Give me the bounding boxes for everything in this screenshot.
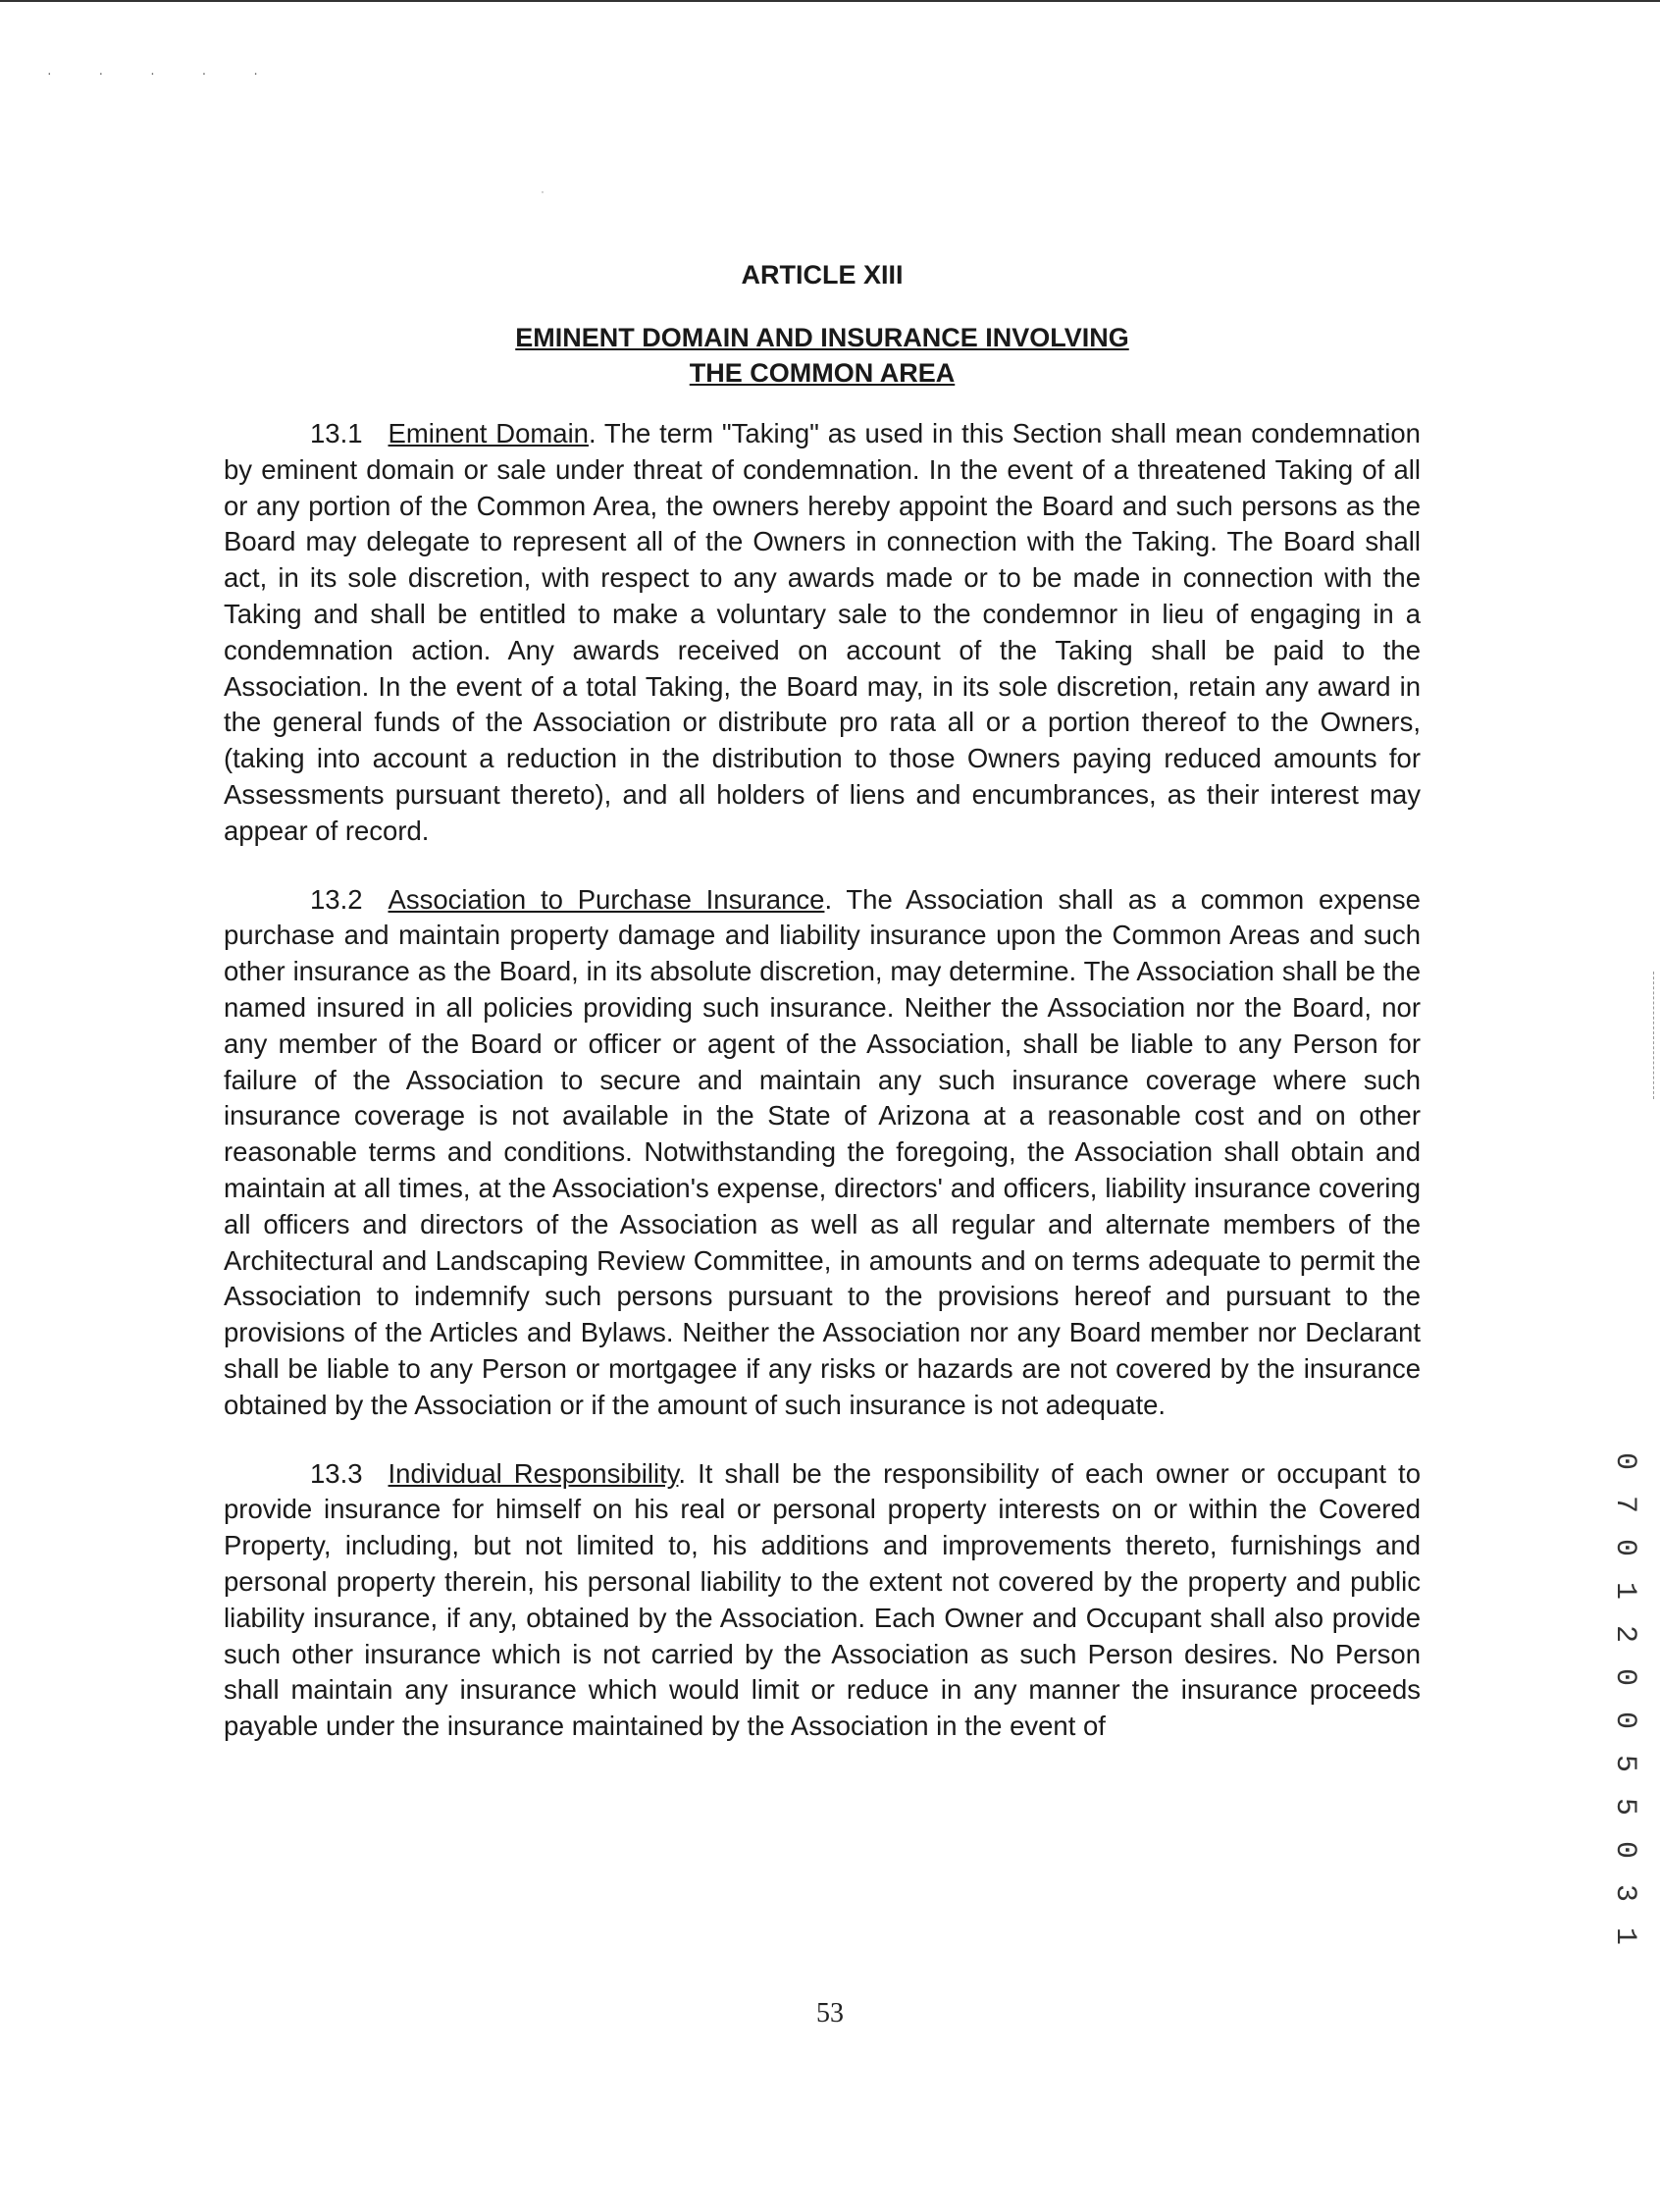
document-body [224, 257, 1421, 1777]
section-number: 13.1 [310, 418, 363, 448]
section-13-3 [224, 1456, 1421, 1745]
article-title-line-2: THE COMMON AREA [689, 358, 956, 388]
recording-stamp-text: 0 7 0 1 2 0 0 5 5 0 3 1 [1608, 1451, 1641, 1950]
scan-specks: · · · · · [47, 65, 280, 80]
section-title: Eminent Domain [388, 418, 589, 448]
section-title: Association to Purchase Insurance [388, 883, 825, 915]
article-heading: ARTICLE XIII [741, 260, 904, 290]
top-scan-rule [0, 0, 1660, 2]
section-number: 13.3 [310, 1457, 363, 1489]
scan-edge-marks [1653, 972, 1656, 1099]
section-13-1 [224, 416, 1421, 850]
recording-stamp [1605, 1451, 1644, 1950]
section-body: . The term "Taking" as used in this Section shall mean condemnation by eminent domain or sale under threat of condemnation. In the event of a threatened Taking of all or any portion of the Common Area, the owners hereby appoint the Board and such persons as the Board may delegate to represent all of the Owners in connection with the Taking. The Board shall act, in its sole discretion, with respect to any awards made or to be made in connection with the Taking and shall be entitled to make a voluntary sale to the condemnor in lieu of engaging in a condemnation action. Any awards received on account of the Taking shall be paid to the Association. In the event of a total Taking, the Board may, in its sole discretion, retain any award in the general funds of the Association or distribute pro rata all or a portion thereof to the Owners, (taking into account a reduction in the distribution to those Owners paying reduced amounts for Assessments pursuant thereto), and all holders of liens and encumbrances, as their interest may appear of record. [224, 418, 1421, 846]
section-13-2 [224, 882, 1421, 1424]
article-title-line-1: EMINENT DOMAIN AND INSURANCE INVOLVING [515, 323, 1129, 352]
section-body: . The Association shall as a common expense purchase and maintain property damage and liability insurance upon the Common Areas and such other insurance as the Board, in its absolute discretion, may determine. The Association shall be the named insured in all policies providing such insurance. Neither the Association nor the Board, nor any member of the Board or officer or agent of the Association, shall be liable to any Person for failure of the Association to secure and maintain any such insurance coverage where such insurance coverage is not available in the State of Arizona at a reasonable cost and on other reasonable terms and conditions. Notwithstanding the foregoing, the Association shall obtain and maintain at all times, at the Association's expense, directors' and officers, liability insurance covering all officers and directors of the Association as well as all regular and alternate members of the Architectural and Landscaping Review Committee, in amounts and on terms adequate to permit the Association to indemnify such persons pursuant to the provisions hereof and pursuant to the provisions of the Articles and Bylaws. Neither the Association nor any Board member nor Declarant shall be liable to any Person or mortgagee if any risks or hazards are not covered by the insurance obtained by the Association or if the amount of such insurance is not adequate. [224, 883, 1421, 1420]
section-body: . It shall be the responsibility of each owner or occupant to provide insurance for himself on his real or personal property interests on or within the Covered Property, including, but not limited to, his additions and improvements thereto, furnishings and personal property therein, his personal liability to the extent not covered by the property and public liability insurance, if any, obtained by the Association. Each Owner and Occupant shall also provide such other insurance which is not carried by the Association as such Person desires. No Person shall maintain any insurance which would limit or reduce in any manner the insurance proceeds payable under the insurance maintained by the Association in the event of [224, 1457, 1421, 1742]
page-number: 53 [816, 1998, 844, 2028]
article-title [224, 320, 1421, 391]
section-title: Individual Responsibility [388, 1457, 679, 1489]
scan-dot: · [541, 184, 545, 198]
section-number: 13.2 [310, 883, 363, 915]
